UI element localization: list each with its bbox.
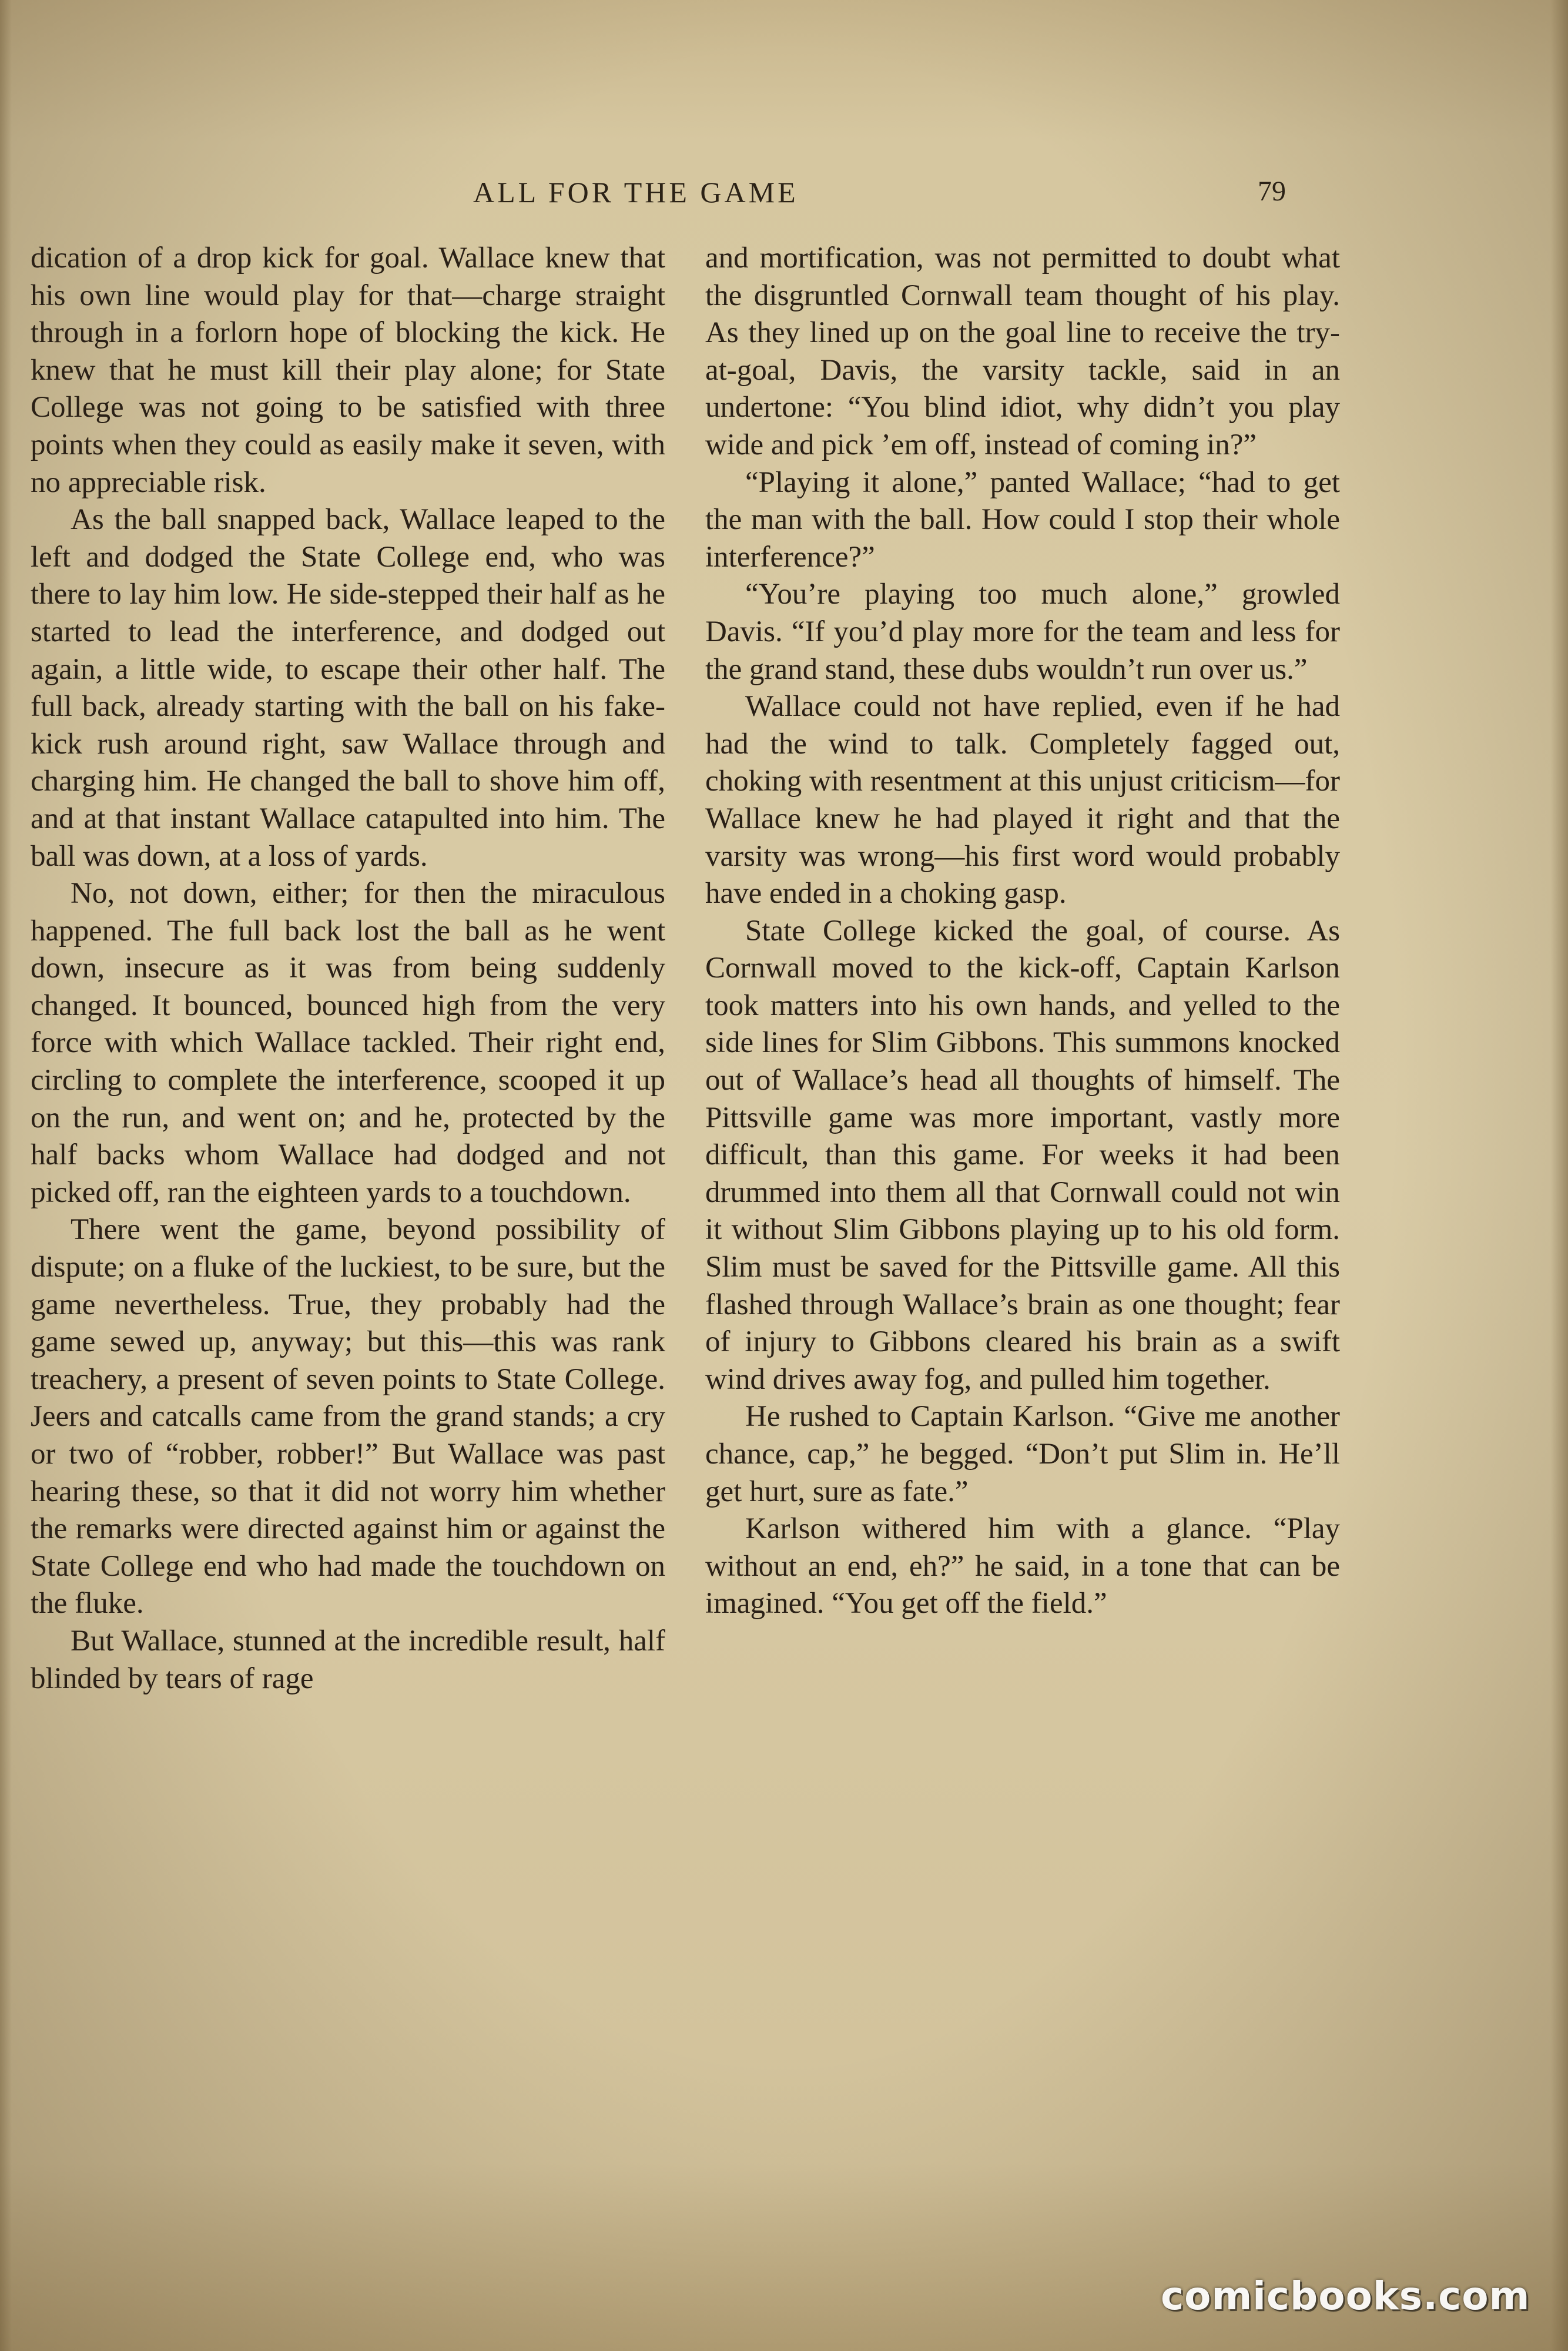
paragraph: dication of a drop kick for goal. Wallace knew that his own line would play for that—charge straight through in a forlorn hope of blocking the kick. He knew that he must kill their play alone; for State College was not going to be satisfied with three points when they could as easily make it seven, with no appreciable risk.	[31, 242, 665, 499]
site-watermark: comicbooks.com	[1161, 2273, 1530, 2319]
paragraph: “Playing it alone,” panted Wallace; “had to get the man with the ball. How could I stop their whole interference?”	[705, 465, 1340, 574]
paragraph: No, not down, either; for then the miraculous happened. The full back lost the ball as he went down, insecure as it was from being suddenly changed. It bounced, bounced high from the very force with which Wallace tackled. Their right end, circling to complete the interference, scooped it up on the run, and went on; and he, protected by the half backs whom Wallace had dodged and not picked off, ran the eighteen yards to a touchdown.	[31, 877, 665, 1209]
paragraph: “You’re playing too much alone,” growled Davis. “If you’d play more for the team and less for the grand stand, these dubs wouldn’t run over us.”	[705, 578, 1340, 686]
paragraph: There went the game, beyond possibility of dispute; on a fluke of the luckiest, to be sure, but the game nevertheless. True, they probably had the game sewed up, anyway; but this—this was rank treachery, a present of seven points to State College. Jeers and catcalls came from the grand stands; a cry or two of “robber, robber!” But Wallace was past hearing these, so that it did not worry him whether the remarks were directed against him or against the State College end who had made the touchdown on the fluke.	[31, 1213, 665, 1620]
paragraph: But Wallace, stunned at the incredible result, half blinded by tears of rage	[31, 1624, 665, 1695]
page-header	[0, 175, 1568, 216]
paragraph: As the ball snapped back, Wallace leaped to the left and dodged the State College end, who was there to lay him low. He side-stepped their half as he started to lead the interference, and dodged out again, a little wide, to escape their other half. The full back, already starting with the ball on his fake-kick rush around right, saw Wallace through and charging him. He changed the ball to shove him off, and at that instant Wallace catapulted into him. The ball was down, at a loss of yards.	[31, 503, 665, 873]
left-column	[31, 240, 665, 2121]
paragraph: Wallace could not have replied, even if he had had the wind to talk. Completely fagged out, choking with resentment at this unjust criticism—for Wallace knew he had played it right and that the varsity was wrong—his first word would probably have ended in a choking gasp.	[705, 690, 1340, 910]
paragraph: and mortification, was not permitted to doubt what the disgruntled Cornwall team thought of his play. As they lined up on the goal line to receive the try-at-goal, Davis, the varsity tackle, said in an undertone: “You blind idiot, why didn’t you play wide and pick ’em off, instead of coming in?”	[705, 242, 1340, 461]
paragraph: Karlson withered him with a glance. “Play without an end, eh?” he said, in a tone that can be imagined. “You get off the field.”	[705, 1512, 1340, 1620]
page-shadow-right	[1550, 0, 1568, 2351]
right-column	[705, 240, 1340, 2121]
paragraph: He rushed to Captain Karlson. “Give me another chance, cap,” he begged. “Don’t put Slim in. He’ll get hurt, sure as fate.”	[705, 1400, 1340, 1508]
page-number: 79	[1258, 176, 1286, 207]
page-shadow-left	[0, 0, 12, 2351]
paragraph: State College kicked the goal, of course. As Cornwall moved to the kick-off, Captain Karlson took matters into his own hands, and yelled to the side lines for Slim Gibbons. This summons knocked out of Wallace’s head all thoughts of himself. The Pittsville game was more important, vastly more difficult, than this game. For weeks it had been drummed into them all that Cornwall could not win it without Slim Gibbons playing up to his old form. Slim must be saved for the Pittsville game. All this flashed through Wallace’s brain as one thought; fear of injury to Gibbons cleared his brain as a swift wind drives away fog, and pulled him together.	[705, 914, 1340, 1396]
running-title: ALL FOR THE GAME	[473, 176, 799, 209]
